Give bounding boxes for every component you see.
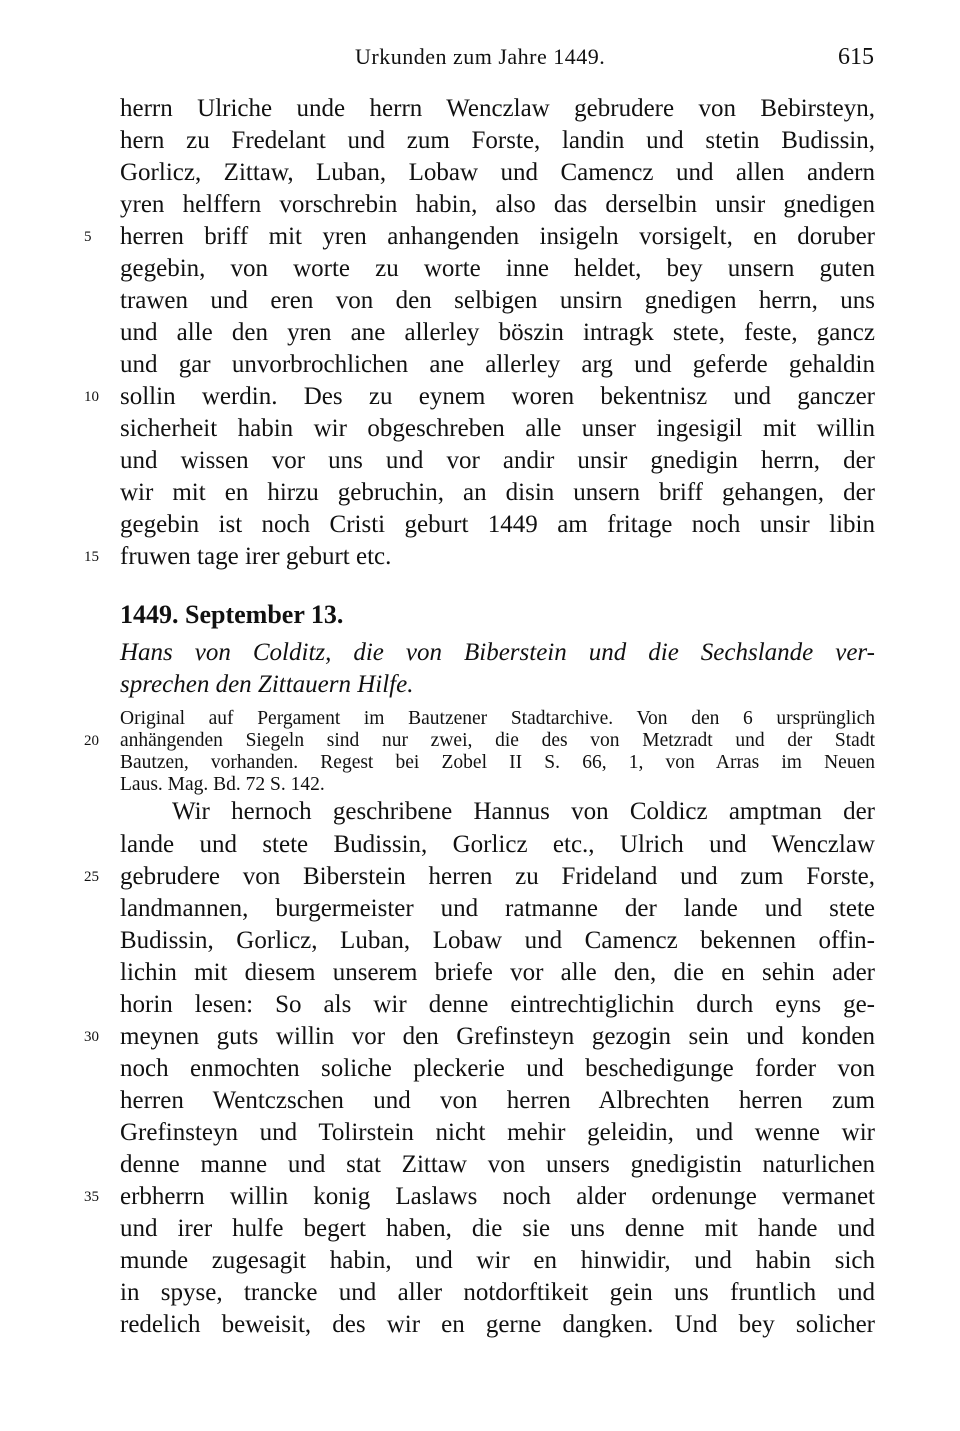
text-line: herren briff mit yren anhangenden insigeln vorsigelt, en doruber	[120, 223, 875, 250]
text-line: herren Wentczschen und von herren Albrechten herren zum	[120, 1087, 875, 1114]
text-line: wir mit en hirzu gebruchin, an disin unsern briff gehangen, der	[120, 479, 875, 506]
line-number: 10	[84, 389, 99, 405]
line-number: 5	[84, 229, 92, 245]
text-line: hern zu Fredelant und zum Forste, landin und stetin Budissin,	[120, 127, 875, 154]
text-line: herrn Ulriche unde herrn Wenczlaw gebrudere von Bebirsteyn,	[120, 95, 875, 122]
text-line: trawen und eren von den selbigen unsirn gnedigen herrn, uns	[120, 287, 875, 314]
text-line: redelich beweisit, des wir en gerne dangken. Und bey solicher	[120, 1311, 875, 1338]
text-line: sollin werdin. Des zu eynem woren bekentnisz und ganczer	[120, 383, 875, 410]
text-line: horin lesen: So als wir denne eintrechtiglichin durch eyns ge-	[120, 991, 875, 1018]
text-line: gegebin, von worte zu worte inne heldet, bey unsern guten	[120, 255, 875, 282]
text-line: Gorlicz, Zittaw, Luban, Lobaw und Camencz und allen andern	[120, 159, 875, 186]
text-line: Budissin, Gorlicz, Luban, Lobaw und Camencz bekennen offin-	[120, 927, 875, 954]
text-line: landmannen, burgermeister und ratmanne der lande und stete	[120, 895, 875, 922]
text-line: lichin mit diesem unserem briefe vor alle den, die en sehin ader	[120, 959, 875, 986]
text-line: in spyse, trancke und aller notdorftikeit gein uns fruntlich und	[120, 1279, 875, 1306]
text-line: und irer hulfe begert haben, die sie uns denne mit hande und	[120, 1215, 875, 1242]
text-line: meynen guts willin vor den Grefinsteyn gezogin sein und konden	[120, 1023, 875, 1050]
summary-line: sprechen den Zittauern Hilfe.	[120, 671, 414, 698]
text-line: sicherheit habin wir obgeschreben alle unser ingesigil mit willin	[120, 415, 875, 442]
text-line: und gar unvorbrochlichen ane allerley arg und geferde gehaldin	[120, 351, 875, 378]
line-number: 35	[84, 1189, 99, 1205]
source-note-line: Original auf Pergament im Bautzener Stadtarchive. Von den 6 ursprünglich	[120, 708, 875, 729]
source-note-line: Laus. Mag. Bd. 72 S. 142.	[120, 774, 325, 795]
text-line: munde zugesagit habin, und wir en hinwidir, und habin sich	[120, 1247, 875, 1274]
source-note-line: Bautzen, vorhanden. Regest bei Zobel II S. 66, 1, von Arras im Neuen	[120, 752, 875, 773]
running-head	[0, 40, 960, 80]
summary-line: Hans von Colditz, die von Biberstein und die Sechslande ver-	[120, 639, 875, 666]
text-line: lande und stete Budissin, Gorlicz etc., Ulrich und Wenczlaw	[120, 831, 875, 858]
line-number: 15	[84, 549, 99, 565]
line-number: 20	[84, 733, 99, 749]
line-number: 25	[84, 869, 99, 885]
source-note-line: anhängenden Siegeln sind nur zwei, die des von Metzradt und der Stadt	[120, 730, 875, 751]
text-line: und wissen vor uns und vor andir unsir gnedigin herrn, der	[120, 447, 875, 474]
text-line: Grefinsteyn und Tolirstein nicht mehir geleidin, und wenne wir	[120, 1119, 875, 1146]
page-number: 615	[838, 44, 874, 70]
text-line: Wir hernoch geschribene Hannus von Coldicz amptman der	[172, 798, 875, 825]
text-line: gegebin ist noch Cristi geburt 1449 am fritage noch unsir libin	[120, 511, 875, 538]
text-line: erbherrn willin konig Laslaws noch alder ordenunge vermanet	[120, 1183, 875, 1210]
text-line: denne manne und stat Zittaw von unsers gnedigistin naturlichen	[120, 1151, 875, 1178]
text-line: und alle den yren ane allerley böszin intragk stete, feste, gancz	[120, 319, 875, 346]
line-number: 30	[84, 1029, 99, 1045]
document-date-heading: 1449. September 13.	[120, 600, 344, 629]
running-title: Urkunden zum Jahre 1449.	[355, 44, 606, 69]
text-line: fruwen tage irer geburt etc.	[120, 543, 392, 570]
text-line: yren helffern vorschrebin habin, also das derselbin unsir gnedigen	[120, 191, 875, 218]
text-line: noch enmochten soliche pleckerie und beschedigunge forder von	[120, 1055, 875, 1082]
text-line: gebrudere von Biberstein herren zu Frideland und zum Forste,	[120, 863, 875, 890]
